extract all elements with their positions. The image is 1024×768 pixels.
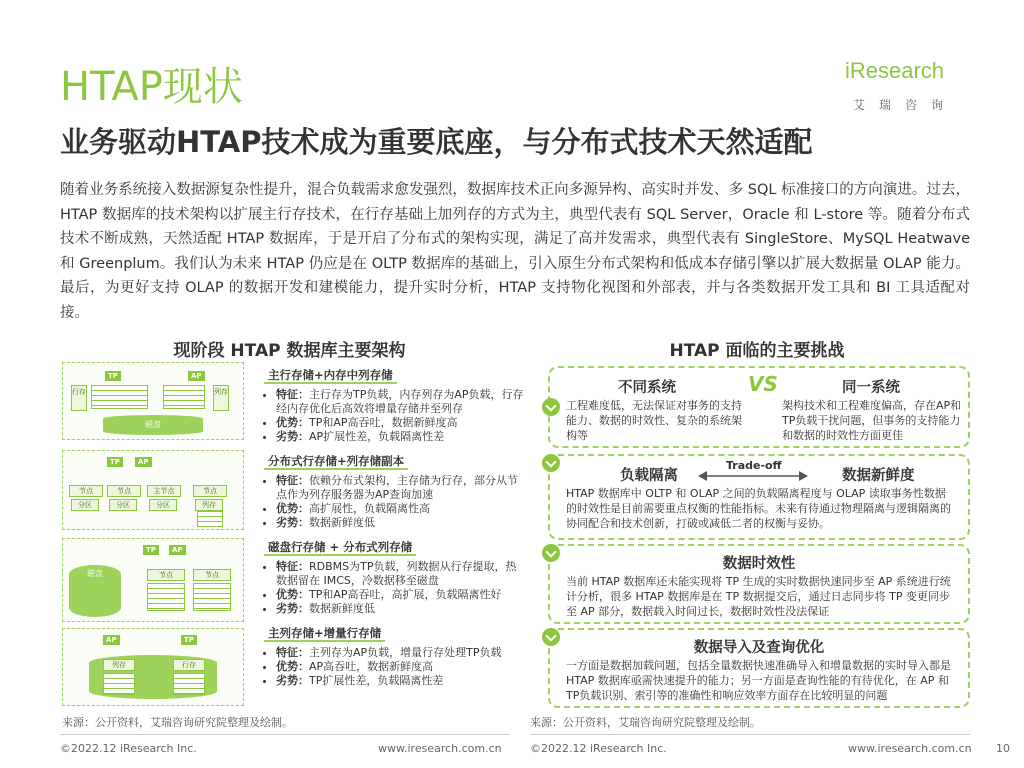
arch-bullets-4 xyxy=(264,626,524,688)
con-item: • 劣势：数据新鲜度低 xyxy=(276,602,524,616)
tp-tag: TP xyxy=(143,545,159,555)
left-section-title: 现阶段 HTAP 数据库主要架构 xyxy=(173,341,406,361)
card-body: 当前 HTAP 数据库还未能实现将 TP 生成的实时数据快速同步至 AP 系统进行统计分析，很多 HTAP 数据库是在 TP 数据提交后，通过日志同步将 TP 变更同步至 AP 部分，数据载入时间过长，数据时效性没法保证 xyxy=(566,575,951,618)
logo-cn-text: 艾瑞咨询 xyxy=(853,98,958,112)
arch-head: 分布式行存储+列存储副本 xyxy=(264,454,408,470)
challenge-card-1 xyxy=(548,366,970,448)
tradeoff-label: Trade-off xyxy=(726,459,782,472)
challenge-card-4 xyxy=(548,628,970,708)
challenge-card-3 xyxy=(548,544,970,624)
master-node-label: 主节点 xyxy=(147,485,181,497)
ap-tag: AP xyxy=(135,457,152,467)
challenge-card-2 xyxy=(548,454,970,540)
pro-item: • 优势：高扩展性，负载隔离性高 xyxy=(276,502,524,516)
footer-divider-right xyxy=(530,734,970,735)
pro-item: • 优势：TP和AP高吞吐，数据新鲜度高 xyxy=(276,416,524,430)
arch-diagram-4 xyxy=(62,628,244,706)
card-right-head: 同一系统 xyxy=(842,380,900,396)
node-label: 节点 xyxy=(107,485,141,497)
row-grid xyxy=(91,385,148,409)
check-icon xyxy=(542,398,560,416)
pro-item: • 优势：AP高吞吐，数据新鲜度高 xyxy=(276,660,524,674)
col-store-label: 列存 xyxy=(213,385,229,411)
left-source-note: 来源：公开资料，艾瑞咨询研究院整理及绘制。 xyxy=(62,716,293,729)
node-label: 节点 xyxy=(69,485,103,497)
arch-diagram-3 xyxy=(62,538,244,622)
con-item: • 劣势：TP扩展性差，负载隔离性差 xyxy=(276,674,524,688)
right-source-note: 来源：公开资料，艾瑞咨询研究院整理及绘制。 xyxy=(530,716,761,729)
ap-tag: AP xyxy=(188,371,205,381)
intro-paragraph: 随着业务系统接入数据源复杂性提升，混合负载需求愈发强烈，数据库技术正向多源异构、高实时并发、多 SQL 标准接口的方向演进。过去，HTAP 数据库的技术架构以扩展主行存技术，在行存基础上加列存的方式为主，典型代表有 SQL Server，Oracle 和 L-store 等。随着分布式技术不断成熟，天然适配 HTAP 数据库，于是开启了分布式的架构实现，满足了高并发需求，典型代表有 SingleStore、MySQL Heatwave 和 Greenplum。我们认为未来 HTAP 仍应是在 OLTP 数据库的基础上，引入原生分布式架构和低成本存储引擎以扩展大数据量 OLAP 能力。最后，为更好支持 OLAP 的数据开发和建模能力，提升实时分析，HTAP 支持物化视图和外部表，并与各类数据开发工具和 BI 工具适配对接。 xyxy=(60,182,970,321)
arch-bullets-2 xyxy=(264,454,524,530)
row-grid xyxy=(173,673,205,695)
col-grid xyxy=(197,511,223,527)
card-head: 数据时效性 xyxy=(722,556,796,572)
col-grid xyxy=(163,385,205,409)
footer-url-right[interactable]: www.iresearch.com.cn xyxy=(848,742,972,755)
ap-tag: AP xyxy=(169,545,186,555)
con-item: • 劣势：数据新鲜度低 xyxy=(276,516,524,530)
feature-item: • 特征：主行存为TP负载，内存列存为AP负载，行存经内存优化后高效将增量存储并至列存 xyxy=(276,388,524,416)
footer-copyright-right: ©2022.12 iResearch Inc. xyxy=(530,742,667,755)
col-grid xyxy=(193,583,231,611)
card-body: HTAP 数据库中 OLTP 和 OLAP 之间的负载隔离程度与 OLAP 读取事务性数据的时效性是目前需要重点权衡的性能指标。未来有待通过物理隔离与逻辑隔离的协同配合和技术创新，打破或减低二者的权衡与妥协。 xyxy=(566,487,951,530)
col-grid xyxy=(103,673,135,695)
node-label: 节点 xyxy=(147,569,185,581)
con-item: • 劣势：AP扩展性差，负载隔离性差 xyxy=(276,430,524,444)
footer-copyright-left: ©2022.12 iResearch Inc. xyxy=(60,742,197,755)
page-title: HTAP现状 xyxy=(60,64,243,110)
partition-label: 分区 xyxy=(109,499,137,511)
row-store-label: 行存 xyxy=(71,385,87,411)
arch-bullets-3 xyxy=(264,540,524,616)
page-number: 10 xyxy=(996,742,1010,755)
tp-tag: TP xyxy=(105,371,121,381)
feature-item: • 特征：主列存为AP负载，增量行存处理TP负载 xyxy=(276,646,524,660)
card-left-head: 不同系统 xyxy=(618,380,676,396)
vs-label: VS xyxy=(748,372,778,396)
card-left-body: 工程难度低，无法保证对事务的支持能力、数据的时效性、复杂的系统架构等 xyxy=(566,399,742,442)
col-store-label: 列存 xyxy=(195,499,223,511)
architecture-panel xyxy=(62,360,524,705)
feature-item: • 特征：依赖分布式架构，主存储为行存，部分从节点作为列存服务器为AP查询加速 xyxy=(276,474,524,502)
pro-item: • 优势：TP和AP高吞吐，高扩展，负载隔离性好 xyxy=(276,588,524,602)
page-subtitle: 业务驱动HTAP技术成为重要底座，与分布式技术天然适配 xyxy=(60,125,813,159)
ap-tag: AP xyxy=(103,635,120,645)
disk-cylinder: 磁盘 xyxy=(69,565,121,617)
card-head: 数据导入及查询优化 xyxy=(693,640,825,656)
node-label: 节点 xyxy=(193,569,231,581)
footer-url-left[interactable]: www.iresearch.com.cn xyxy=(378,742,502,755)
tp-tag: TP xyxy=(181,635,197,645)
right-section-title: HTAP 面临的主要挑战 xyxy=(669,341,845,361)
logo-text: iResearch xyxy=(845,58,945,83)
tp-tag: TP xyxy=(107,457,123,467)
check-icon xyxy=(542,454,560,472)
feature-item: • 特征：RDBMS为TP负载，列数据从行存提取，热数据留在 IMCS，冷数据移至磁盘 xyxy=(276,560,524,588)
iresearch-logo xyxy=(845,58,975,118)
arch-head: 主列存储+增量行存储 xyxy=(264,626,385,642)
footer-divider-left xyxy=(60,734,510,735)
row-store-label: 行存 xyxy=(173,659,205,671)
arch-head: 主行存储+内存中列存储 xyxy=(264,368,397,384)
partition-label: 分区 xyxy=(149,499,177,511)
disk-cylinder: 磁盘 xyxy=(103,415,203,435)
card-right-body: 架构技术和工程难度偏高，存在AP和TP负载干扰问题，但事务的支持能力和数据的时效性方面更佳 xyxy=(782,399,962,442)
arch-diagram-2 xyxy=(62,450,244,530)
arch-diagram-1 xyxy=(62,362,244,440)
arch-head: 磁盘行存储 + 分布式列存储 xyxy=(264,540,416,556)
node-label: 节点 xyxy=(193,485,227,497)
partition-label: 分区 xyxy=(71,499,99,511)
card-right-head: 数据新鲜度 xyxy=(842,468,915,484)
arch-bullets-1 xyxy=(264,368,524,444)
col-store-label: 列存 xyxy=(103,659,135,671)
card-body: 一方面是数据加载问题，包括全量数据快速准确导入和增量数据的实时导入都是 HTAP 数据库亟需快速提升的能力；另一方面是查询性能的有待优化，在 AP 和 TP负载识别、索引等的准确性和响应效率方面存在比较明显的问题 xyxy=(566,659,951,702)
col-grid xyxy=(147,583,185,611)
card-left-head: 负载隔离 xyxy=(620,468,678,484)
